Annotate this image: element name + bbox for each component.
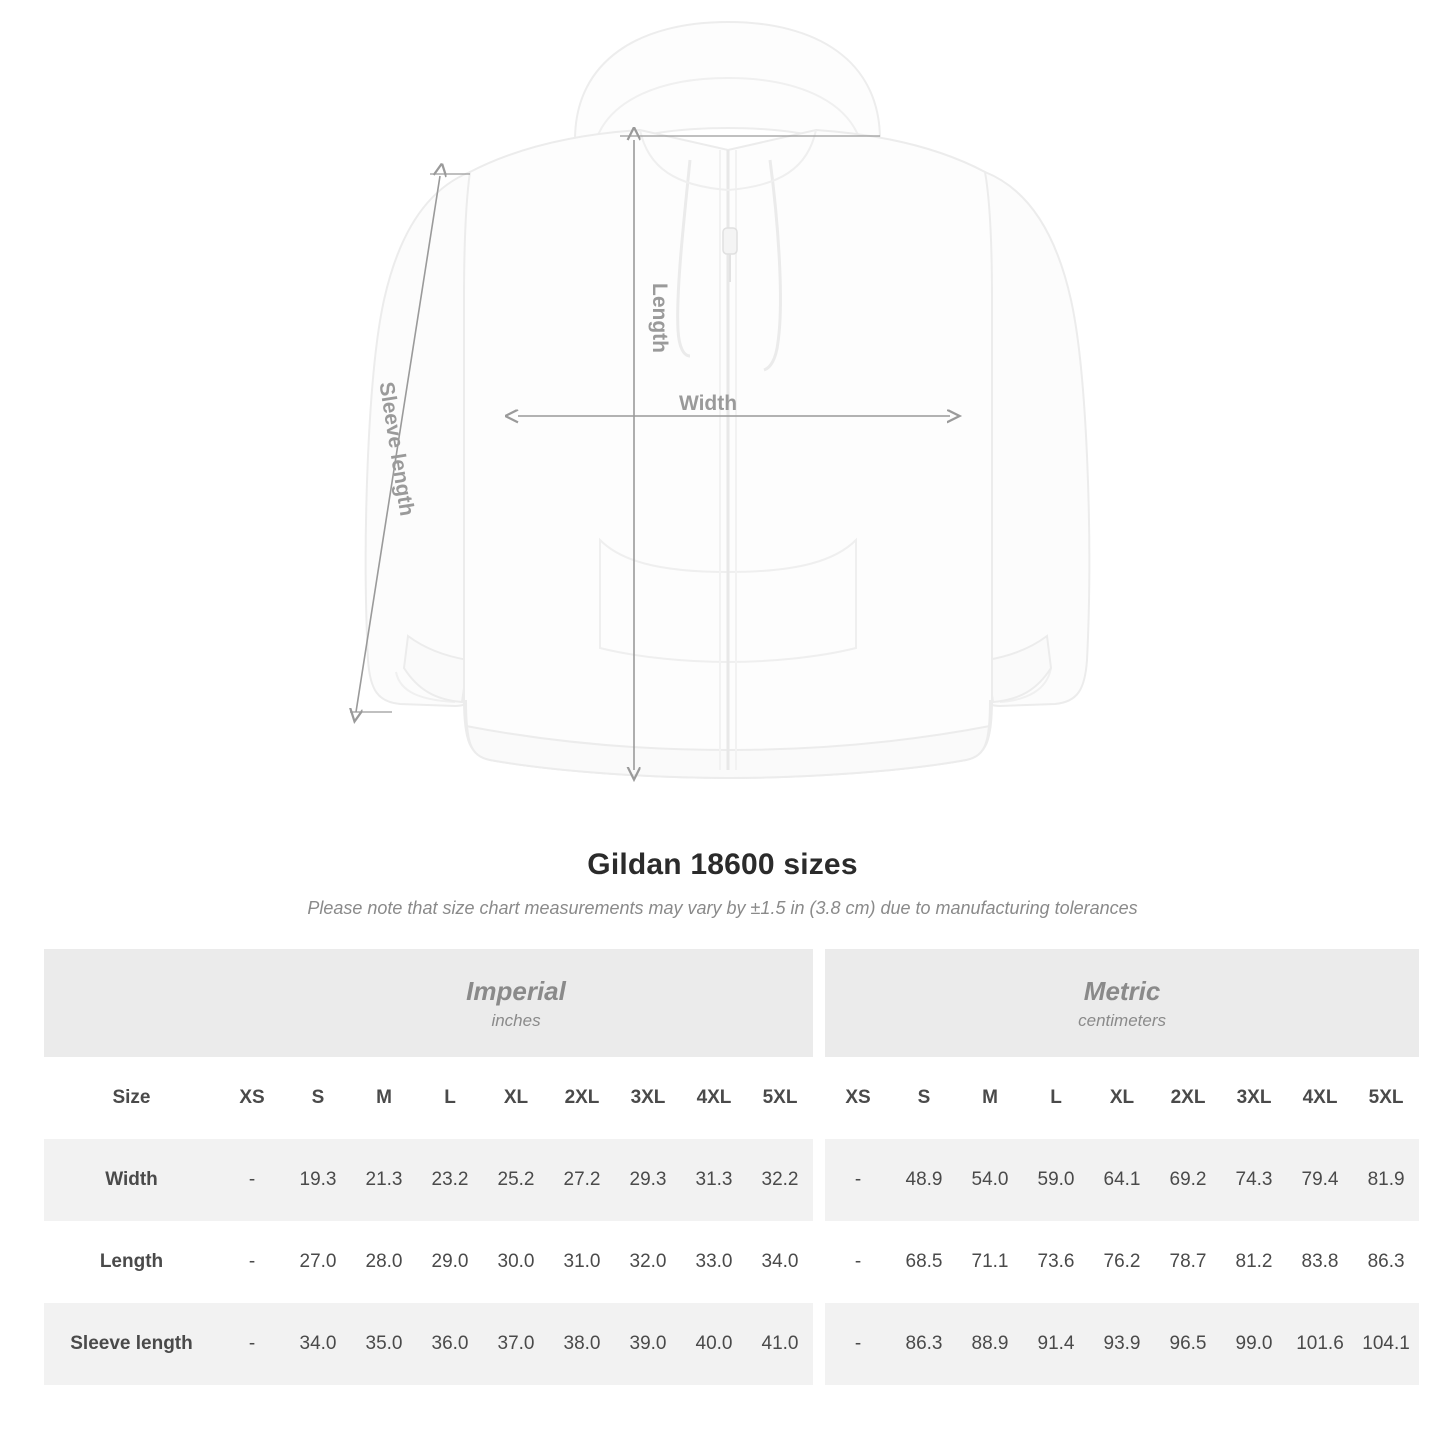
size-col-xs-metric: XS [825, 1057, 891, 1139]
size-col-xs-imperial: XS [219, 1057, 285, 1139]
size-col-l-metric: L [1023, 1057, 1089, 1139]
width-imperial-m: 21.3 [351, 1139, 417, 1221]
row-label-sleeve-length: Sleeve length [44, 1303, 219, 1385]
width-imperial-2xl: 27.2 [549, 1139, 615, 1221]
size-col-s-metric: S [891, 1057, 957, 1139]
length-imperial-xl: 30.0 [483, 1221, 549, 1303]
size-col-4xl-imperial: 4XL [681, 1057, 747, 1139]
width-metric-4xl: 79.4 [1287, 1139, 1353, 1221]
width-metric-l: 59.0 [1023, 1139, 1089, 1221]
length-label: Length [648, 283, 671, 353]
size-col-5xl-metric: 5XL [1353, 1057, 1419, 1139]
row-label-length: Length [44, 1221, 219, 1303]
length-metric-5xl: 86.3 [1353, 1221, 1419, 1303]
length-metric-l: 73.6 [1023, 1221, 1089, 1303]
size-col-xl-imperial: XL [483, 1057, 549, 1139]
size-col-3xl-metric: 3XL [1221, 1057, 1287, 1139]
unit-header-row [44, 949, 1419, 1057]
row-label-width: Width [44, 1139, 219, 1221]
width-metric-m: 54.0 [957, 1139, 1023, 1221]
unit-header-divider [813, 949, 825, 1057]
length-metric-xl: 76.2 [1089, 1221, 1155, 1303]
width-metric-5xl: 81.9 [1353, 1139, 1419, 1221]
size-col-4xl-metric: 4XL [1287, 1057, 1353, 1139]
width-metric-2xl: 69.2 [1155, 1139, 1221, 1221]
size-col-5xl-imperial: 5XL [747, 1057, 813, 1139]
length-metric-s: 68.5 [891, 1221, 957, 1303]
length-metric-2xl: 78.7 [1155, 1221, 1221, 1303]
sleeve-imperial-5xl: 41.0 [747, 1303, 813, 1385]
size-col-2xl-imperial: 2XL [549, 1057, 615, 1139]
sleeve-imperial-xs: - [219, 1303, 285, 1385]
size-col-m-metric: M [957, 1057, 1023, 1139]
length-imperial-2xl: 31.0 [549, 1221, 615, 1303]
sleeve-imperial-4xl: 40.0 [681, 1303, 747, 1385]
imperial-label: Imperial [466, 975, 566, 1006]
size-table [44, 949, 1419, 1385]
length-row-divider [813, 1221, 825, 1303]
sleeve-metric-xs: - [825, 1303, 891, 1385]
sleeve-imperial-3xl: 39.0 [615, 1303, 681, 1385]
sleeve-metric-s: 86.3 [891, 1303, 957, 1385]
length-imperial-l: 29.0 [417, 1221, 483, 1303]
size-table-wrap [44, 949, 1410, 1385]
width-imperial-4xl: 31.3 [681, 1139, 747, 1221]
size-header-cell: Size [44, 1057, 219, 1139]
size-col-l-imperial: L [417, 1057, 483, 1139]
size-col-s-imperial: S [285, 1057, 351, 1139]
width-metric-xs: - [825, 1139, 891, 1221]
size-header-row [44, 1057, 1419, 1139]
width-imperial-s: 19.3 [285, 1139, 351, 1221]
length-imperial-3xl: 32.0 [615, 1221, 681, 1303]
sleeve-metric-l: 91.4 [1023, 1303, 1089, 1385]
imperial-sub: inches [491, 1011, 541, 1031]
sleeve-metric-3xl: 99.0 [1221, 1303, 1287, 1385]
metric-sub: centimeters [1078, 1011, 1167, 1031]
width-metric-xl: 64.1 [1089, 1139, 1155, 1221]
length-metric-4xl: 83.8 [1287, 1221, 1353, 1303]
width-imperial-xs: - [219, 1139, 285, 1221]
width-imperial-5xl: 32.2 [747, 1139, 813, 1221]
sleeve-imperial-s: 34.0 [285, 1303, 351, 1385]
sleeve-metric-2xl: 96.5 [1155, 1303, 1221, 1385]
unit-header-spacer [44, 949, 219, 1057]
size-header-divider [813, 1057, 825, 1139]
length-imperial-5xl: 34.0 [747, 1221, 813, 1303]
sleeve-metric-xl: 93.9 [1089, 1303, 1155, 1385]
sleeve-metric-4xl: 101.6 [1287, 1303, 1353, 1385]
size-col-3xl-imperial: 3XL [615, 1057, 681, 1139]
metric-label: Metric [1083, 975, 1161, 1006]
table-row [44, 1303, 1419, 1385]
length-imperial-4xl: 33.0 [681, 1221, 747, 1303]
sleeve-length-label: Sleeve length [374, 380, 419, 518]
width-label: Width [678, 392, 738, 415]
table-row [44, 1221, 1419, 1303]
title-block [0, 848, 1445, 919]
width-imperial-xl: 25.2 [483, 1139, 549, 1221]
size-col-2xl-metric: 2XL [1155, 1057, 1221, 1139]
length-imperial-xs: - [219, 1221, 285, 1303]
length-metric-xs: - [825, 1221, 891, 1303]
length-imperial-s: 27.0 [285, 1221, 351, 1303]
sleeve-metric-m: 88.9 [957, 1303, 1023, 1385]
tolerance-note: Please note that size chart measurements may vary by ±1.5 in (3.8 cm) due to manufacturing tolerances [307, 898, 1138, 918]
size-col-m-imperial: M [351, 1057, 417, 1139]
length-imperial-m: 28.0 [351, 1221, 417, 1303]
unit-header-metric [825, 949, 1419, 1057]
page-title: Gildan 18600 sizes [587, 848, 858, 881]
table-row [44, 1139, 1419, 1221]
size-col-xl-metric: XL [1089, 1057, 1155, 1139]
unit-header-imperial [219, 949, 813, 1057]
sleeve-imperial-2xl: 38.0 [549, 1303, 615, 1385]
width-imperial-l: 23.2 [417, 1139, 483, 1221]
sleeve-metric-5xl: 104.1 [1353, 1303, 1419, 1385]
width-metric-s: 48.9 [891, 1139, 957, 1221]
length-metric-m: 71.1 [957, 1221, 1023, 1303]
sleeve-imperial-l: 36.0 [417, 1303, 483, 1385]
sleeve-imperial-m: 35.0 [351, 1303, 417, 1385]
sleeve-imperial-xl: 37.0 [483, 1303, 549, 1385]
width-row-divider [813, 1139, 825, 1221]
width-metric-3xl: 74.3 [1221, 1139, 1287, 1221]
width-imperial-3xl: 29.3 [615, 1139, 681, 1221]
length-metric-3xl: 81.2 [1221, 1221, 1287, 1303]
sleeve-row-divider [813, 1303, 825, 1385]
